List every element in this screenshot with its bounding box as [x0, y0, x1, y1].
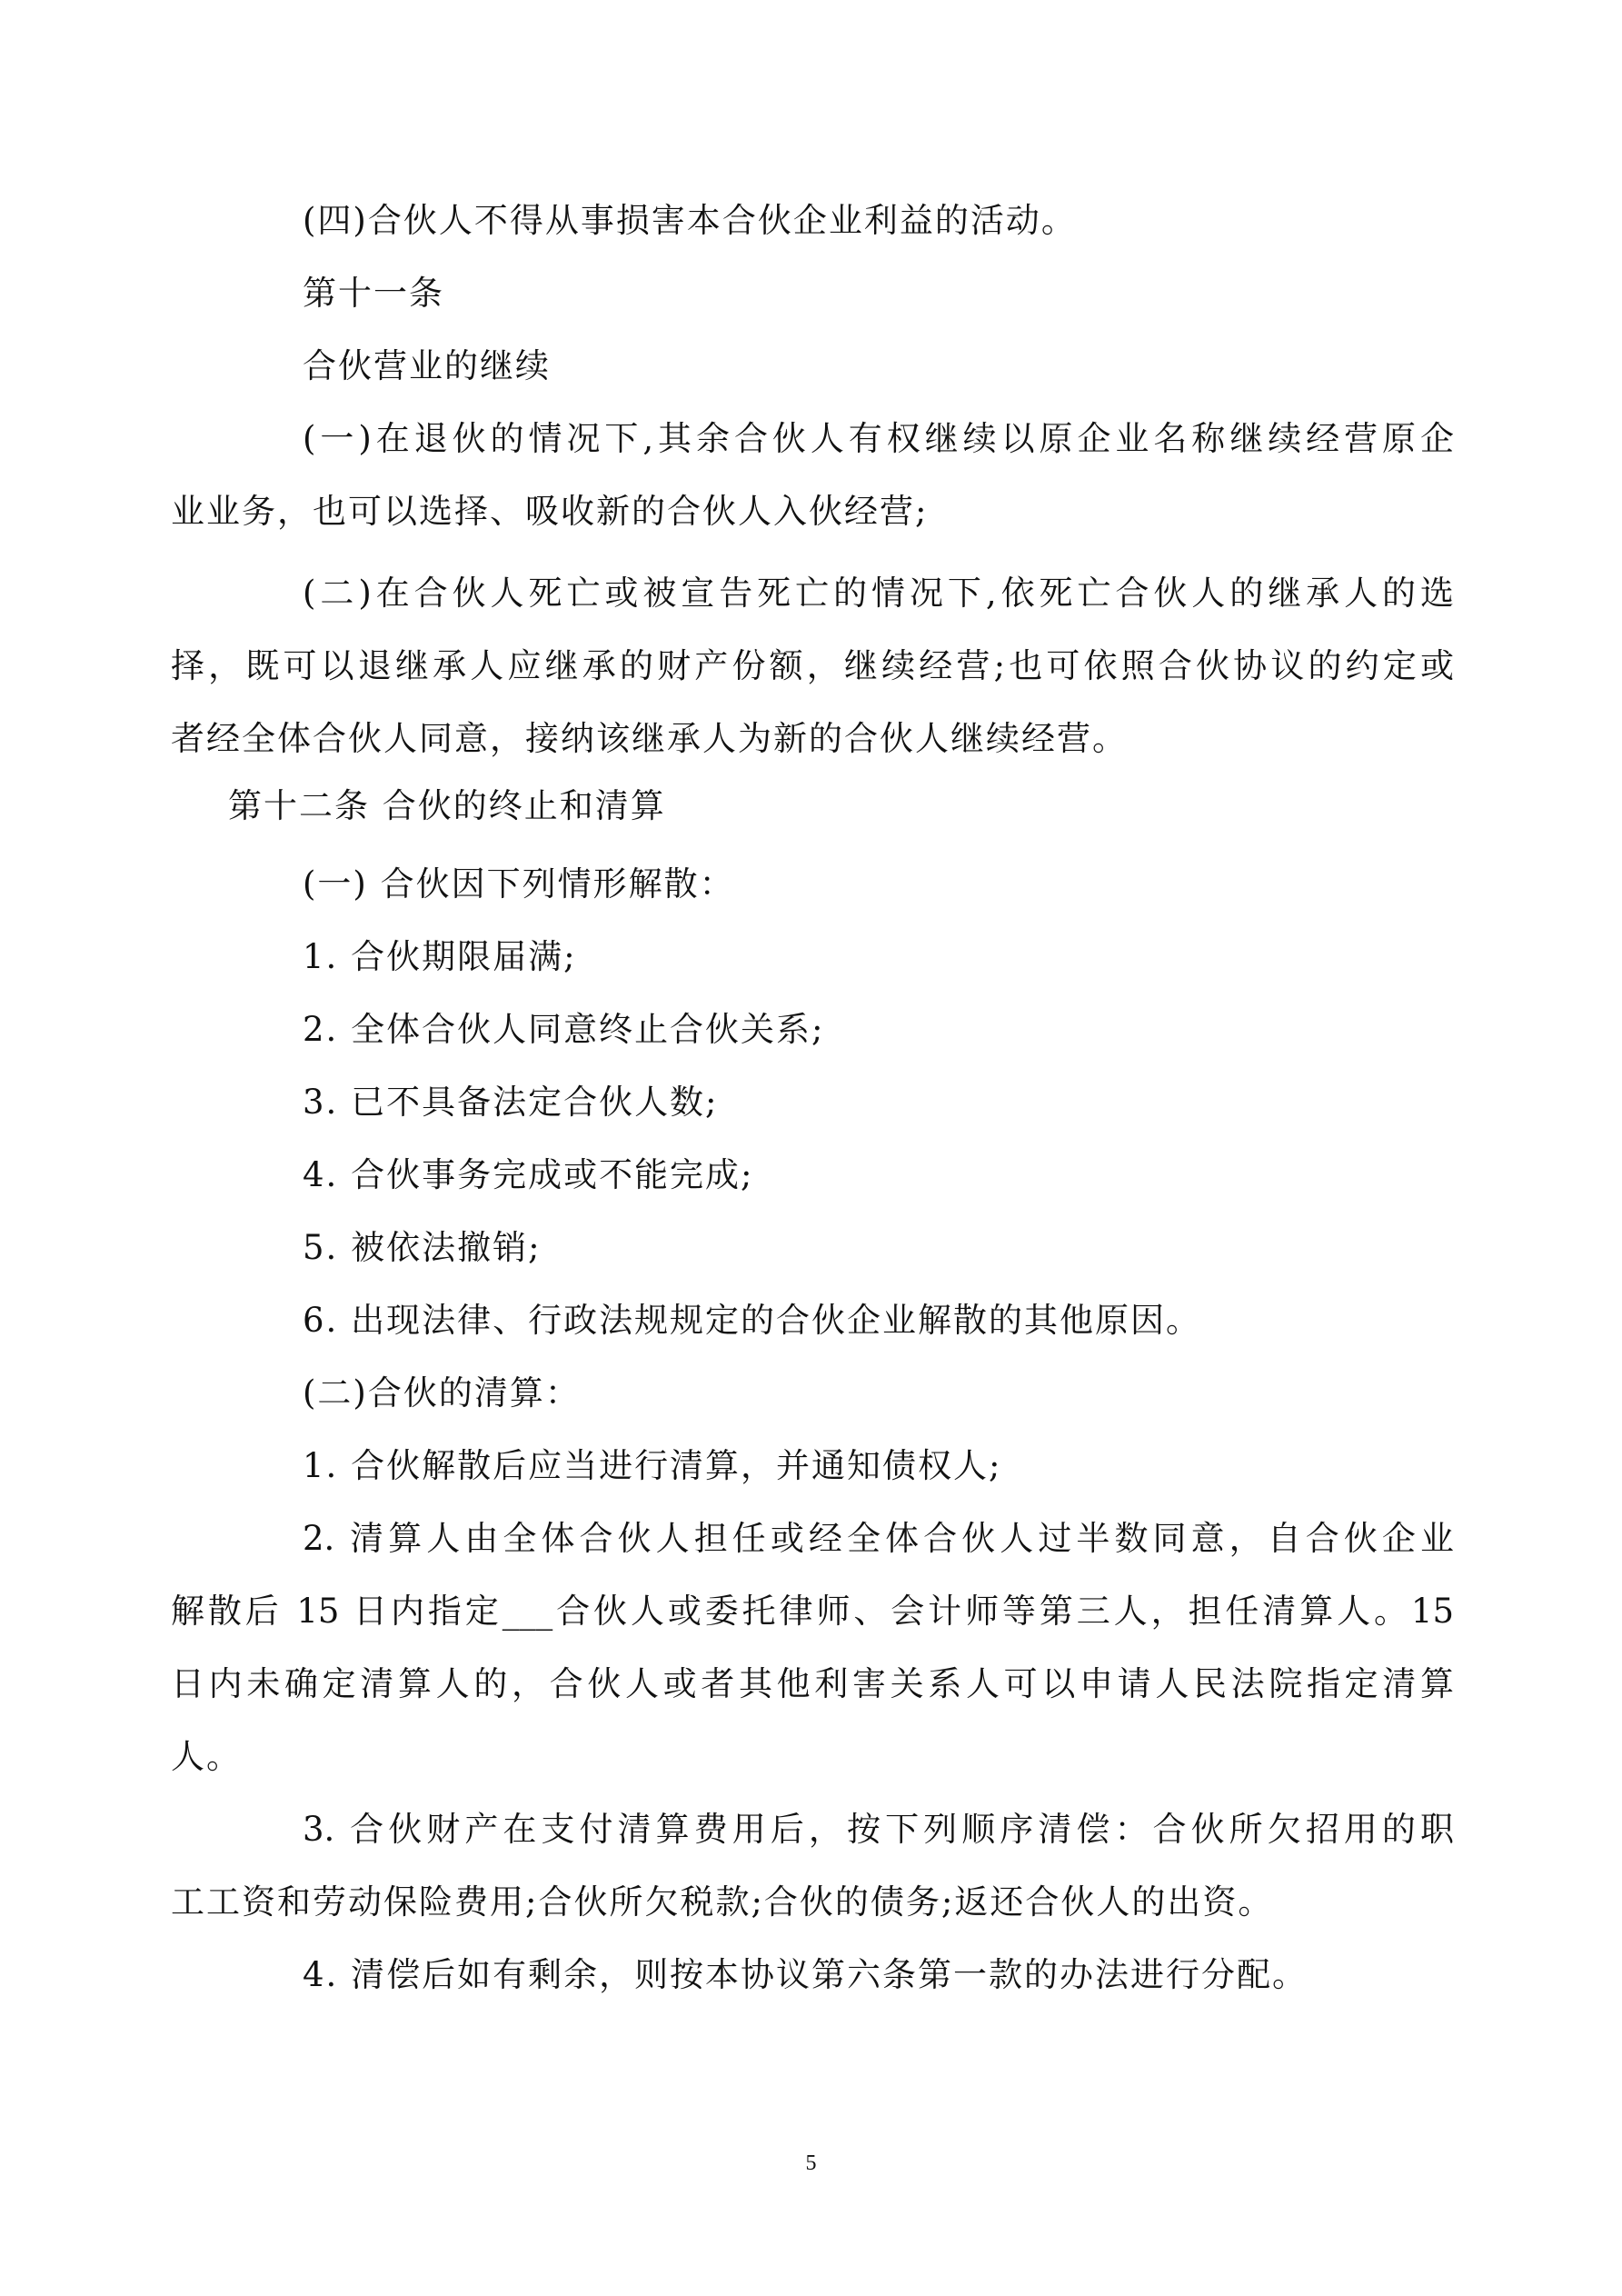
list-item: 6. 出现法律、行政法规规定的合伙企业解散的其他原因。: [303, 1301, 1202, 1340]
list-item: 4. 清偿后如有剩余，则按本协议第六条第一款的办法进行分配。: [303, 1955, 1309, 1994]
list-item: 1. 合伙期限届满;: [303, 937, 577, 976]
list-item: 1. 合伙解散后应当进行清算，并通知债权人;: [303, 1446, 1002, 1485]
paragraph-line: 者经全体合伙人同意，接纳该继承人为新的合伙人继续经营。: [171, 719, 1128, 758]
paragraph-line: (一)在退伙的情况下,其余合伙人有权继续以原企业名称继续经营原企: [303, 419, 1454, 458]
list-item: 3. 已不具备法定合伙人数;: [303, 1083, 719, 1122]
paragraph-line: (二)在合伙人死亡或被宣告死亡的情况下,依死亡合伙人的继承人的选: [303, 574, 1454, 613]
list-item: 2. 清算人由全体合伙人担任或经全体合伙人过半数同意，自合伙企业: [303, 1519, 1454, 1558]
article-heading: 第十一条: [303, 274, 444, 313]
paragraph-line: 择，既可以退继承人应继承的财产份额，继续经营;也可依照合伙协议的约定或: [171, 646, 1454, 685]
list-item: 2. 全体合伙人同意终止合伙关系;: [303, 1010, 825, 1049]
paragraph-line: (二)合伙的清算：: [303, 1373, 581, 1413]
paragraph-line: 工工资和劳动保险费用;合伙所欠税款;合伙的债务;返还合伙人的出资。: [171, 1882, 1274, 1922]
section-heading: 合伙营业的继续: [303, 346, 551, 385]
paragraph-line: (四)合伙人不得从事损害本合伙企业利益的活动。: [303, 201, 1077, 240]
paragraph-line: 业业务，也可以选择、吸收新的合伙人入伙经营;: [171, 492, 929, 531]
paragraph-line: 日内未确定清算人的，合伙人或者其他利害关系人可以申请人民法院指定清算: [171, 1664, 1454, 1703]
paragraph-line: (一) 合伙因下列情形解散：: [303, 864, 735, 903]
paragraph-line: 人。: [171, 1737, 242, 1776]
page-number: 5: [805, 2151, 817, 2175]
article-heading: 第十二条 合伙的终止和清算: [228, 786, 666, 825]
list-item: 4. 合伙事务完成或不能完成;: [303, 1155, 754, 1194]
list-item: 3. 合伙财产在支付清算费用后，按下列顺序清偿：合伙所欠招用的职: [303, 1810, 1454, 1849]
list-item: 5. 被依法撤销;: [303, 1228, 542, 1267]
paragraph-line: 解散后 15 日内指定___合伙人或委托律师、会计师等第三人，担任清算人。15: [171, 1592, 1454, 1631]
